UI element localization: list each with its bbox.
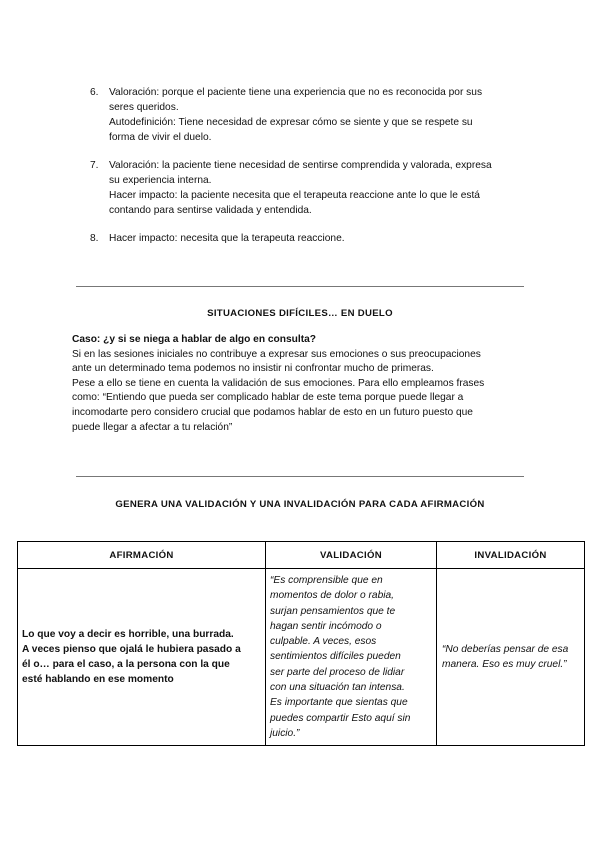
cell-line: ser parte del proceso de lidiar [270,666,405,678]
list-line: seres queridos. [109,102,179,113]
section-title-genera: GENERA UNA VALIDACIÓN Y UNA INVALIDACIÓN PARA CADA AFIRMACIÓN [115,499,485,510]
list-number: 7. [90,160,99,171]
table-header-row [18,542,585,569]
cell-line: Lo que voy a decir es horrible, una burrada. [22,629,234,641]
divider-line [76,286,524,287]
numbered-list [90,85,530,246]
cell-line: surjan pensamientos que te [270,605,396,617]
case-line: puede llegar a afectar a tu relación” [72,421,233,433]
list-line: Hacer impacto: la paciente necesita que el terapeuta reaccione ante lo que le está [109,190,480,201]
list-number: 8. [90,233,99,244]
cell-line: puedes compartir Esto aquí sin [270,712,411,724]
affirmation-table [17,541,585,746]
section-title-situaciones: SITUACIONES DIFÍCILES… EN DUELO [207,308,393,319]
case-line: ante un determinado tema podemos no insistir ni confrontar mucho de primeras. [72,363,434,375]
case-line: Pese a ello se tiene en cuenta la validación de sus emociones. Para ello empleamos frases [72,377,485,389]
case-block [72,333,527,435]
cell-line: él o… para el caso, a la persona con la que [22,659,230,671]
cell-validacion [266,569,437,746]
list-line: contando para sentirse validada y entendida. [109,205,312,216]
cell-invalidacion [437,569,585,746]
list-number: 6. [90,87,99,98]
cell-line: “Es comprensible que en [270,575,383,586]
cell-line: con una situación tan intensa. [270,682,405,694]
cell-line: momentos de dolor o rabia, [270,590,395,602]
cell-line: “No deberías pensar de esa [442,644,569,656]
cell-line: manera. Eso es muy cruel.” [442,659,567,671]
cell-line: hagan sentir incómodo o [270,620,382,632]
case-line: Si en las sesiones iniciales no contribuye a expresar sus emociones o sus preocupaciones [72,348,481,360]
list-line: Valoración: la paciente tiene necesidad de sentirse comprendida y valorada, expresa [109,160,492,171]
divider-line [76,476,524,477]
cell-line: sentimientos difíciles pueden [270,651,401,663]
case-line: incomodarte pero considero crucial que podamos hablar de esto en un futuro puesto que [72,406,473,418]
case-heading: Caso: ¿y si se niega a hablar de algo en consulta? [72,334,317,345]
list-line: Valoración: porque el paciente tiene una experiencia que no es reconocida por sus [109,87,483,98]
list-item [90,231,530,246]
cell-line: A veces pienso que ojalá le hubiera pasado a [22,644,241,656]
list-line: su experiencia interna. [109,175,212,186]
header-validacion: VALIDACIÓN [266,542,437,569]
list-line: Autodefinición: Tiene necesidad de expresar cómo se siente y que se respete su [109,117,473,128]
list-item [90,85,530,145]
list-line: Hacer impacto: necesita que la terapeuta reaccione. [109,233,345,244]
cell-line: culpable. A veces, esos [270,636,377,648]
list-line: forma de vivir el duelo. [109,132,212,143]
list-item [90,158,530,218]
cell-line: juicio.” [270,727,300,739]
table-row [18,569,585,746]
header-afirmacion: AFIRMACIÓN [18,542,266,569]
header-invalidacion: INVALIDACIÓN [437,542,585,569]
case-line: como: “Entiendo que pueda ser complicado hablar de este tema porque puede llegar a [72,392,464,404]
cell-line: esté hablando en ese momento [22,674,174,686]
cell-afirmacion [18,569,266,746]
cell-line: Es importante que sientas que [270,697,408,709]
